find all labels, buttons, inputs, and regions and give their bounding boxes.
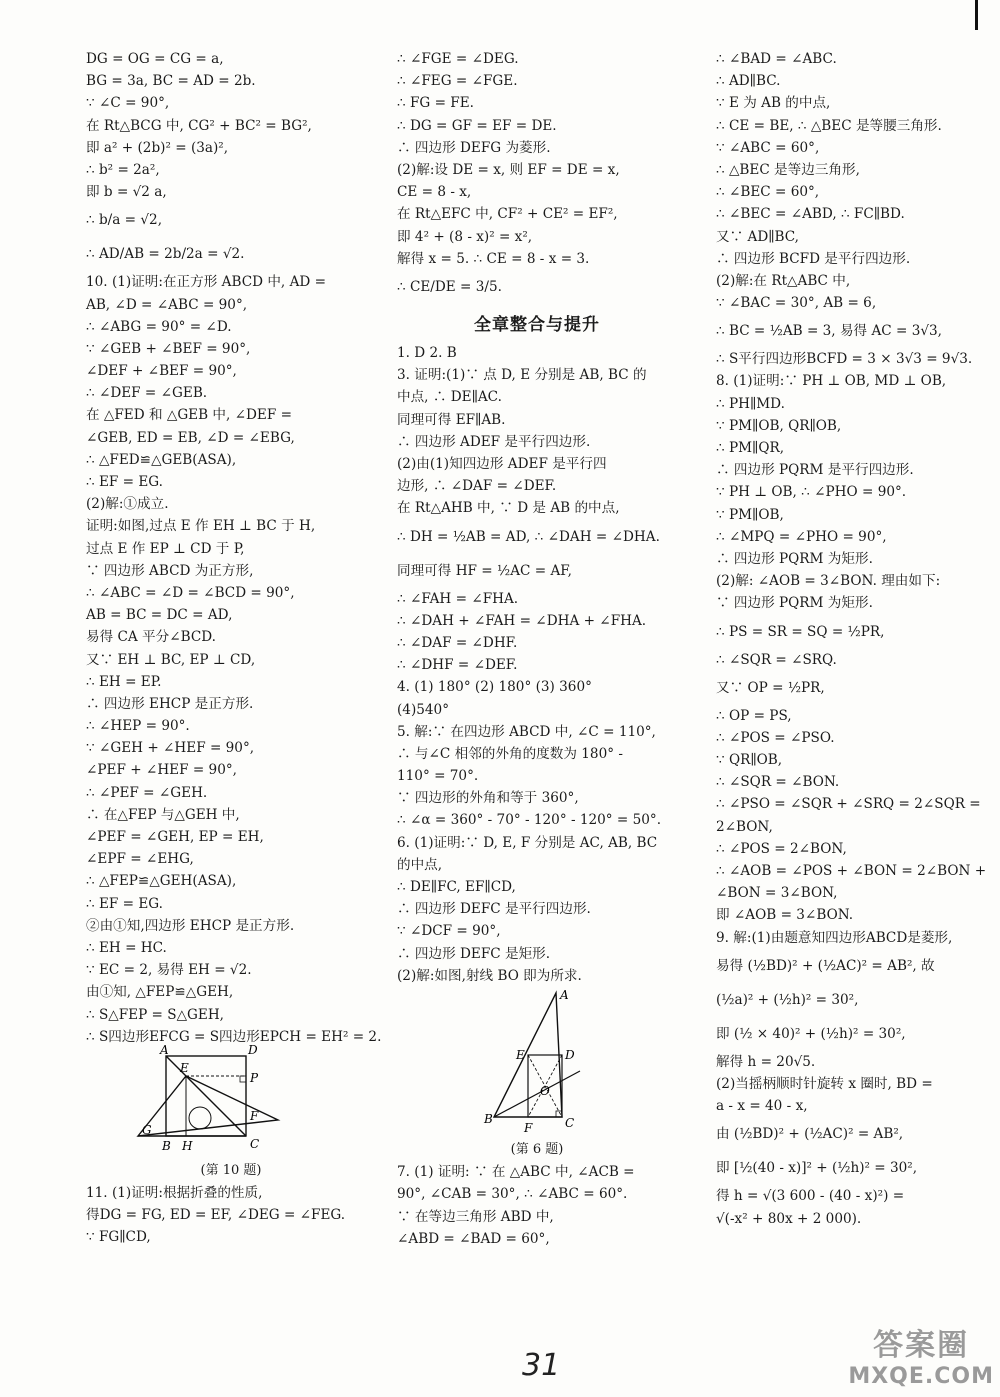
text-line: ∴ S△FEP = S△GEH, — [86, 1006, 224, 1023]
text-line: ∴ ∠MPQ = ∠PHO = 90°, — [716, 528, 887, 545]
text-line: ∴ 四边形 DEFG 为菱形. — [397, 139, 551, 156]
text-line: ∴ ∠BEC = ∠ABD, ∴ FC∥BD. — [716, 206, 905, 223]
text-line: (2)当摇柄顺时针旋转 x 圈时, BD = — [716, 1075, 933, 1092]
text-line: 即 a² + (2b)² = (3a)², — [86, 139, 229, 156]
text-line: ∴ 在△FEP 与△GEH 中, — [86, 806, 240, 823]
text-line: (2)解:如图,射线 BO 即为所求. — [397, 967, 582, 984]
text-line: ∵ PH ⊥ OB, ∴ ∠PHO = 90°. — [716, 484, 907, 501]
fig6-label: D — [565, 1047, 575, 1062]
text-line: (2)解:设 DE = x, 则 EF = DE = x, — [397, 161, 620, 178]
text-line: ∴ PS = SR = SQ = ½PR, — [716, 623, 885, 640]
fig6-label: C — [565, 1115, 575, 1130]
text-line: 即 (½ × 40)² + (½h)² = 30², — [716, 1025, 906, 1042]
text-line: 1. D 2. B — [397, 345, 457, 362]
text-line: ∵ 四边形的外角和等于 360°, — [397, 790, 579, 807]
text-line: ∴ AD∥BC. — [716, 73, 781, 90]
text-line: 得DG = FG, ED = EF, ∠DEG = ∠FEG. — [86, 1207, 346, 1224]
text-line: ∠EPF = ∠EHG, — [86, 851, 194, 868]
text-line: ∴ ∠FEG = ∠FGE. — [397, 73, 518, 90]
text-line: ∴ ∠FAH = ∠FHA. — [397, 590, 519, 607]
text-line: ∵ 在等边三角形 ABD 中, — [397, 1208, 554, 1225]
col2-text-b — [397, 342, 677, 987]
watermark-line1: 答案圈 — [873, 1328, 970, 1363]
text-line: ∵ ∠DCF = 90°, — [397, 923, 501, 940]
text-line: ∴ AD/AB = 2b/2a = √2. — [86, 246, 245, 263]
text-line: ∠BON = 3∠BON, — [716, 885, 838, 902]
text-line: (2)解:在 Rt△ABC 中, — [716, 272, 851, 289]
text-line: ∴ S平行四边形BCFD = 3 × 3√3 = 9√3. — [716, 351, 973, 368]
text-line: ∴ b² = 2a², — [86, 161, 160, 178]
text-line: ∴ ∠ABC = ∠D = ∠BCD = 90°, — [86, 584, 295, 601]
text-line: ∵ ∠GEH + ∠HEF = 90°, — [86, 740, 255, 757]
text-line: ∵ QR∥OB, — [716, 752, 783, 769]
text-line: ∴ 四边形 EHCP 是正方形. — [86, 695, 254, 712]
section-title: 全章整合与提升 — [474, 314, 600, 335]
text-line: ∴ ∠α = 360° - 70° - 120° - 120° = 50°. — [397, 812, 662, 829]
text-line: ∵ ∠C = 90°, — [86, 95, 170, 112]
col1-text-a — [86, 48, 382, 1048]
text-line: ∴ ∠DEF = ∠GEB. — [86, 385, 208, 402]
column-left — [86, 48, 382, 1249]
text-line: ∴ b/a = √2, — [86, 212, 163, 229]
text-line: ∴ CE = BE, ∴ △BEC 是等腰三角形. — [716, 117, 942, 134]
text-line: 110° = 70°. — [397, 768, 479, 785]
text-line: 5. 解:∵ 在四边形 ABCD 中, ∠C = 110°, — [397, 723, 656, 740]
text-line: ∴ DE∥FC, EF∥CD, — [397, 879, 516, 896]
text-line: 又∵ EH ⊥ BC, EP ⊥ CD, — [86, 651, 256, 668]
text-line: ∵ PM∥OB, — [716, 506, 784, 523]
text-line: ∴ PH∥MD. — [716, 395, 785, 412]
text-line: ∴ FG = FE. — [397, 95, 474, 112]
text-line: ∴ △BEC 是等边三角形, — [716, 161, 860, 178]
text-line: ∴ ∠ABG = 90° = ∠D. — [86, 318, 232, 335]
text-line: 又∵ OP = ½PR, — [716, 679, 825, 696]
text-line: 10. (1)证明:在正方形 ABCD 中, AD = — [86, 274, 327, 291]
text-line: ∴ 四边形 BCFD 是平行四边形. — [716, 250, 911, 267]
text-line: 解得 h = 20√5. — [716, 1053, 816, 1070]
page-edge-mark — [975, 0, 978, 30]
text-line: 在 Rt△AHB 中, ∵ D 是 AB 的中点, — [397, 500, 620, 517]
text-line: 证明:如图,过点 E 作 EH ⊥ BC 于 H, — [86, 518, 316, 535]
text-line: 同理可得 EF∥AB. — [397, 411, 506, 428]
text-line: ∴ ∠FGE = ∠DEG. — [397, 51, 519, 67]
fig10-label: C — [250, 1136, 260, 1151]
text-line: ∴ EH = EP. — [86, 673, 162, 690]
text-line: ∴ △FED≌△GEB(ASA), — [86, 451, 237, 468]
text-line: 在 Rt△EFC 中, CF² + CE² = EF², — [397, 206, 618, 223]
watermark-logo — [848, 1320, 994, 1389]
watermark-line2: MXQE.COM — [848, 1364, 994, 1389]
text-line: ∠DEF + ∠BEF = 90°, — [86, 363, 237, 380]
text-line: ∴ ∠HEP = 90°. — [86, 718, 190, 735]
text-line: 即 b = √2 a, — [86, 184, 167, 201]
text-line: 4. (1) 180° (2) 180° (3) 360° — [397, 679, 592, 696]
text-line: BG = 3a, BC = AD = 2b. — [86, 73, 256, 90]
fig6-label: E — [516, 1047, 525, 1062]
text-line: (4)540° — [397, 701, 449, 718]
text-line: ∵ E 为 AB 的中点, — [716, 95, 831, 112]
fig10-label: H — [182, 1138, 193, 1153]
text-line: 11. (1)证明:根据折叠的性质, — [86, 1185, 263, 1202]
text-line: a - x = 40 - x, — [716, 1098, 808, 1115]
text-line: 易得 CA 平分∠BCD. — [86, 629, 217, 646]
figure-q6 — [482, 989, 592, 1139]
text-line: 过点 E 作 EP ⊥ CD 于 P, — [86, 540, 245, 557]
text-line: ∴ 四边形 ADEF 是平行四边形. — [397, 433, 591, 450]
text-line: ∵ EC = 2, 易得 EH = √2. — [86, 962, 252, 979]
page-number: 31 — [522, 1348, 561, 1383]
text-line: DG = OG = CG = a, — [86, 51, 224, 67]
text-line: CE = 8 - x, — [397, 184, 472, 201]
text-line: 由 (½BD)² + (½AC)² = AB², — [716, 1126, 904, 1143]
text-line: ∵ PM∥OB, QR∥OB, — [716, 417, 842, 434]
text-line: ∴ ∠BEC = 60°, — [716, 184, 820, 201]
text-line: ∴ 四边形 PQRM 是平行四边形. — [716, 462, 914, 479]
text-line: AB, ∠D = ∠ABC = 90°, — [86, 296, 248, 313]
text-line: ∴ ∠POS = 2∠BON, — [716, 840, 847, 857]
text-line: ∴ EF = EG. — [86, 474, 163, 490]
fig10-label: D — [248, 1042, 258, 1057]
text-line: ∵ FG∥CD, — [86, 1229, 151, 1246]
text-line: 在 △FED 和 △GEB 中, ∠DEF = — [86, 407, 292, 424]
triangle-gef — [138, 1076, 278, 1136]
text-line: 9. 解:(1)由题意知四边形ABCD是菱形, — [716, 929, 953, 946]
text-line: ∵ ∠GEB + ∠BEF = 90°, — [86, 340, 251, 357]
text-line: 解得 x = 5. ∴ CE = 8 - x = 3. — [397, 250, 590, 267]
fig10-label: A — [160, 1042, 169, 1057]
text-line: 中点, ∴ DE∥AC. — [397, 389, 502, 406]
column-right — [716, 48, 986, 1230]
text-line: 同理可得 HF = ½AC = AF, — [397, 562, 572, 579]
text-line: (2)由(1)知四边形 ADEF 是平行四 — [397, 456, 607, 473]
figure-caption-q6: (第 6 题) — [510, 1141, 564, 1157]
text-line: ∴ 四边形 DEFC 是矩形. — [397, 945, 551, 962]
text-line: ∴ ∠SQR = ∠SRQ. — [716, 651, 837, 668]
figure-q10 — [142, 1042, 316, 1160]
text-line: ∠PEF = ∠GEH, EP = EH, — [86, 829, 264, 845]
text-line: (2)解:①成立. — [86, 496, 169, 513]
fig10-label: E — [180, 1060, 189, 1075]
text-line: 的中点, — [397, 856, 443, 873]
fig10-label: G — [142, 1122, 152, 1137]
right-angle-p — [240, 1076, 246, 1082]
text-line: ∴ ∠DAF = ∠DHF. — [397, 634, 518, 651]
text-line: 7. (1) 证明: ∵ 在 △ABC 中, ∠ACB = — [397, 1164, 635, 1181]
text-line: ∴ ∠PEF = ∠GEH. — [86, 784, 208, 801]
col2-text-a — [397, 48, 677, 304]
text-line: ∵ 四边形 PQRM 为矩形. — [716, 595, 873, 612]
text-line: ∴ ∠DHF = ∠DEF. — [397, 657, 518, 674]
text-line: ∵ ∠ABC = 60°, — [716, 139, 820, 156]
text-line: 在 Rt△BCG 中, CG² + BC² = BG², — [86, 117, 312, 134]
fig10-label: P — [250, 1070, 259, 1085]
text-line: ∵ ∠BAC = 30°, AB = 6, — [716, 295, 877, 312]
text-line: ∠PEF + ∠HEF = 90°, — [86, 762, 237, 779]
fig6-label: B — [484, 1111, 493, 1126]
text-line: ∴ ∠DAH + ∠FAH = ∠DHA + ∠FHA. — [397, 612, 647, 629]
text-line: ∠ABD = ∠BAD = 60°, — [397, 1230, 550, 1247]
text-line: ∴ ∠SQR = ∠BON. — [716, 774, 840, 791]
text-line: ∵ 四边形 ABCD 为正方形, — [86, 562, 254, 579]
text-line: ∴ ∠POS = ∠PSO. — [716, 729, 835, 746]
text-line: ∴ △FEP≌△GEH(ASA), — [86, 873, 237, 890]
text-line: ∴ EH = HC. — [86, 939, 167, 956]
text-line: 8. (1)证明:∵ PH ⊥ OB, MD ⊥ OB, — [716, 373, 947, 390]
diagonal-ac — [166, 1056, 246, 1136]
text-line: 易得 (½BD)² + (½AC)² = AB², 故 — [716, 957, 935, 974]
text-line: AB = BC = DC = AD, — [86, 607, 233, 624]
text-line: ∠GEB, ED = EB, ∠D = ∠EBG, — [86, 429, 295, 446]
fig6-label: F — [524, 1120, 533, 1135]
text-line: ∴ CE/DE = 3/5. — [397, 278, 502, 295]
fig10-label: F — [250, 1108, 259, 1123]
text-line: 3. 证明:(1)∵ 点 D, E 分别是 AB, BC 的 — [397, 367, 647, 384]
text-line: ∴ 四边形 PQRM 为矩形. — [716, 550, 873, 567]
text-line: √(-x² + 80x + 2 000). — [716, 1210, 862, 1227]
ray-bo — [494, 1071, 580, 1117]
text-line: ∴ DH = ½AB = AD, ∴ ∠DAH = ∠DHA. — [397, 528, 660, 545]
text-line: 得 h = √(3 600 - (40 - x)²) = — [716, 1188, 905, 1205]
text-line: 6. (1)证明:∵ D, E, F 分别是 AC, AB, BC — [397, 834, 658, 851]
text-line: 边形, ∴ ∠DAF = ∠DEF. — [397, 478, 557, 495]
text-line: ∴ ∠BAD = ∠ABC. — [716, 51, 837, 67]
text-line: (½a)² + (½h)² = 30², — [716, 991, 859, 1008]
figure-caption-q10: (第 10 题) — [200, 1162, 262, 1178]
text-line: 90°, ∠CAB = 30°, ∴ ∠ABC = 60°. — [397, 1186, 628, 1203]
text-line: ∴ EF = EG. — [86, 895, 163, 912]
text-line: ∴ 与∠C 相邻的外角的度数为 180° - — [397, 745, 623, 762]
col2-text-c — [397, 1161, 677, 1250]
text-line: 又∵ AD∥BC, — [716, 228, 799, 245]
fig6-label: A — [560, 987, 569, 1002]
text-line: ∴ BC = ½AB = 3, 易得 AC = 3√3, — [716, 323, 942, 340]
fig6-label: O — [540, 1083, 550, 1098]
col1-text-b — [86, 1182, 376, 1249]
text-line: ∴ ∠PSO = ∠SQR + ∠SRQ = 2∠SQR = — [716, 796, 981, 813]
col3-text — [716, 48, 986, 1230]
text-line: 即 ∠AOB = 3∠BON. — [716, 907, 854, 924]
text-line: 即 4² + (8 - x)² = x², — [397, 228, 533, 245]
text-line: ∴ OP = PS, — [716, 707, 792, 724]
fig10-label: B — [162, 1138, 171, 1153]
text-line: ∴ 四边形 DEFC 是平行四边形. — [397, 901, 591, 918]
text-line: ∴ S四边形EFCG = S四边形EPCH = EH² = 2. — [86, 1028, 382, 1045]
text-line: 即 [½(40 - x)]² + (½h)² = 30², — [716, 1160, 918, 1177]
text-line: 由①知, △FEP≌△GEH, — [86, 984, 234, 1001]
text-line: 2∠BON, — [716, 818, 773, 835]
text-line: (2)解: ∠AOB = 3∠BON. 理由如下: — [716, 573, 941, 590]
circle — [189, 1107, 211, 1129]
text-line: ∴ PM∥QR, — [716, 440, 785, 456]
column-middle — [397, 48, 677, 1250]
text-line: ∴ ∠AOB = ∠POS + ∠BON = 2∠BON + — [716, 863, 987, 879]
text-line: ②由①知,四边形 EHCP 是正方形. — [86, 917, 295, 934]
text-line: ∴ DG = GF = EF = DE. — [397, 117, 557, 134]
